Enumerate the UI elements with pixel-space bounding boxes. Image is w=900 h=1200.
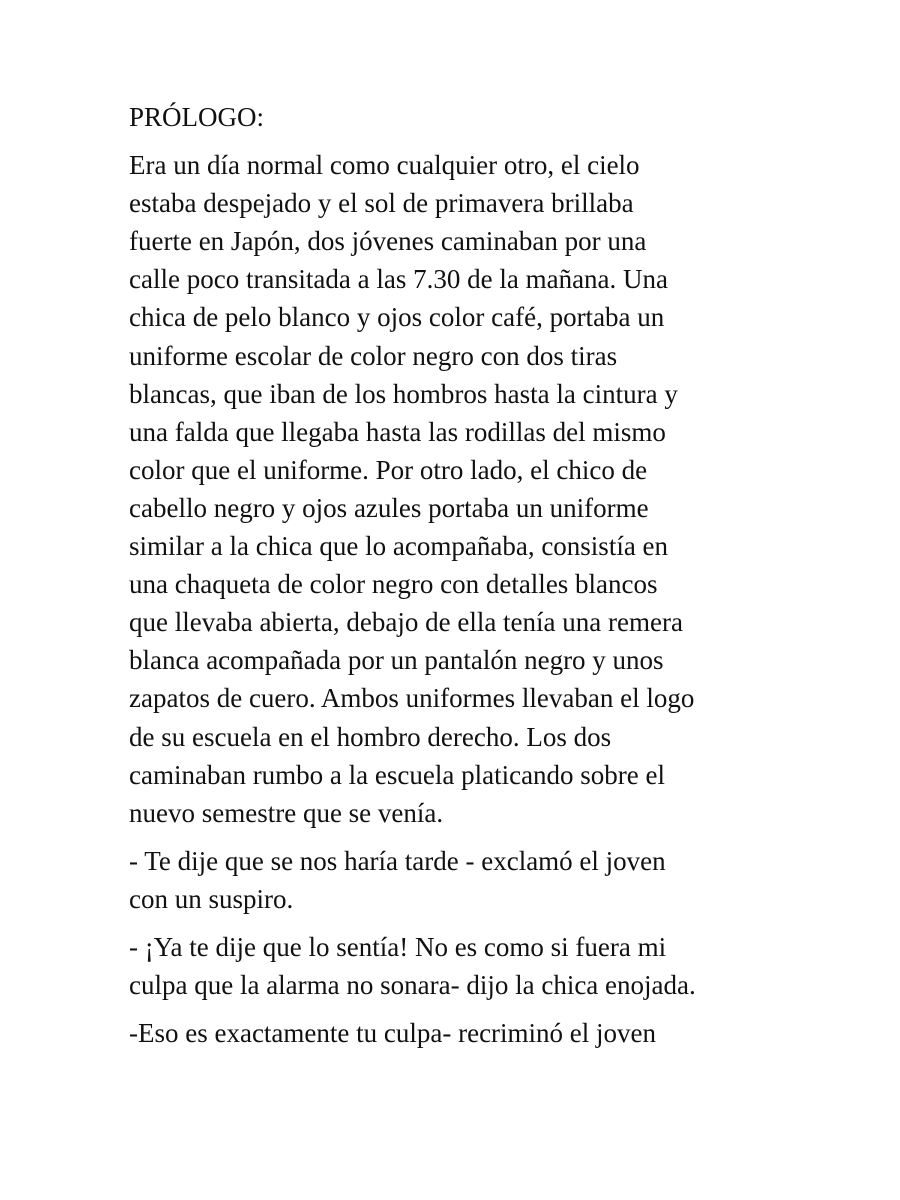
text-line: nuevo semestre que se venía. xyxy=(129,797,444,828)
paragraph-dialogue-2 xyxy=(129,928,779,1004)
text-line: -Eso es exactamente tu culpa- recriminó el joven xyxy=(129,1018,657,1049)
document-heading: PRÓLOGO: xyxy=(129,102,265,132)
text-line: chica de pelo blanco y ojos color café, portaba un xyxy=(129,302,665,333)
text-line: caminaban rumbo a la escuela platicando sobre el xyxy=(129,759,666,790)
text-line: similar a la chica que lo acompañaba, consistía en xyxy=(129,531,669,562)
text-line: color que el uniforme. Por otro lado, el chico de xyxy=(129,454,648,485)
paragraph-intro xyxy=(129,146,779,832)
paragraph-dialogue-1 xyxy=(129,842,779,918)
text-line: una falda que llegaba hasta las rodillas del mismo xyxy=(129,416,666,447)
text-line: fuerte en Japón, dos jóvenes caminaban por una xyxy=(129,226,647,257)
text-line: culpa que la alarma no sonara- dijo la chica enojada. xyxy=(129,970,696,1001)
text-line: de su escuela en el hombro derecho. Los dos xyxy=(129,721,612,752)
text-line: zapatos de cuero. Ambos uniformes llevaban el logo xyxy=(129,683,695,714)
text-line: que llevaba abierta, debajo de ella tenía una remera xyxy=(129,607,683,638)
text-line: con un suspiro. xyxy=(129,883,294,914)
text-line: estaba despejado y el sol de primavera brillaba xyxy=(129,188,634,219)
text-line: cabello negro y ojos azules portaba un uniforme xyxy=(129,492,649,523)
document-body xyxy=(129,98,779,1062)
text-line: - ¡Ya te dije que lo sentía! No es como si fuera mi xyxy=(129,931,667,962)
text-line: blancas, que iban de los hombros hasta la cintura y xyxy=(129,378,678,409)
text-line: una chaqueta de color negro con detalles blancos xyxy=(129,569,658,600)
text-line: - Te dije que se nos haría tarde - exclamó el joven xyxy=(129,845,666,876)
text-line: calle poco transitada a las 7.30 de la mañana. Una xyxy=(129,264,669,295)
paragraph-dialogue-3 xyxy=(129,1014,779,1052)
text-line: blanca acompañada por un pantalón negro y unos xyxy=(129,645,664,676)
text-line: Era un día normal como cualquier otro, el cielo xyxy=(129,150,640,181)
text-line: uniforme escolar de color negro con dos tiras xyxy=(129,340,618,371)
